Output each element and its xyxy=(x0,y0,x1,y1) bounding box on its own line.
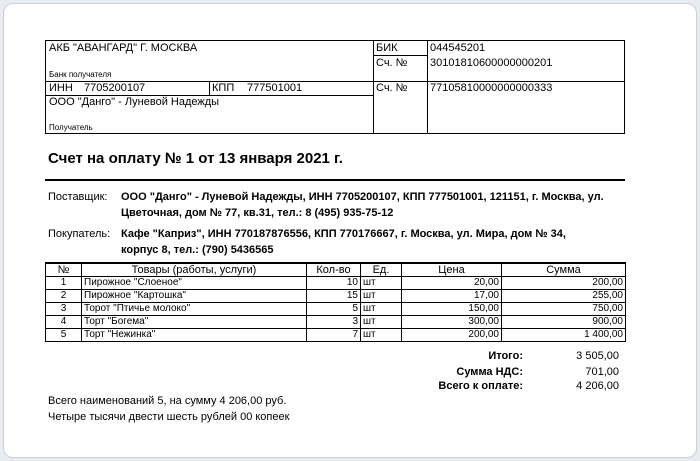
items-table xyxy=(45,262,626,342)
due-label: Всего к оплате: xyxy=(438,380,523,392)
buyer-line-1: Кафе "Каприз", ИНН 770187876556, КПП 770176667, г. Москва, ул. Мира, дом № 34, xyxy=(121,228,566,240)
row-quantity: 15 xyxy=(307,290,361,303)
row-price: 200,00 xyxy=(402,329,502,342)
row-price: 20,00 xyxy=(402,277,502,290)
bik-label: БИК xyxy=(376,42,398,54)
column-header-quantity: Кол-во xyxy=(307,263,361,277)
inn-kpp-divider xyxy=(209,81,210,95)
bank-details-table xyxy=(45,40,625,134)
row-number: 3 xyxy=(46,303,82,316)
invoice-title: Счет на оплату № 1 от 13 января 2021 г. xyxy=(48,150,343,167)
row-goods: Торот "Птичье молоко" xyxy=(82,303,307,316)
recipient-bank-name: АКБ "АВАНГАРД" Г. МОСКВА xyxy=(49,42,198,54)
amount-in-words: Четыре тысячи двести шесть рублей 00 копеек xyxy=(48,411,290,423)
row-sum: 255,00 xyxy=(502,290,626,303)
row-number: 2 xyxy=(46,290,82,303)
column-header-goods: Товары (работы, услуги) xyxy=(82,263,307,277)
row-price: 300,00 xyxy=(402,316,502,329)
row-sum: 900,00 xyxy=(502,316,626,329)
row-number: 4 xyxy=(46,316,82,329)
due-value: 4 206,00 xyxy=(576,380,619,392)
buyer-line-2: корпус 8, тел.: (790) 5436565 xyxy=(121,244,274,256)
supplier-details xyxy=(121,189,621,221)
buyer-details xyxy=(121,226,621,258)
row-unit: шт xyxy=(361,290,402,303)
kpp-value: 777501001 xyxy=(247,82,303,94)
row-goods: Пирожное "Картошка" xyxy=(82,290,307,303)
table-row xyxy=(46,316,626,329)
row-quantity: 7 xyxy=(307,329,361,342)
row-number: 5 xyxy=(46,329,82,342)
row-number: 1 xyxy=(46,277,82,290)
row-sum: 750,00 xyxy=(502,303,626,316)
total-label: Итого: xyxy=(488,350,523,362)
due-row xyxy=(300,380,619,396)
table-row xyxy=(46,303,626,316)
inn-value: 7705200107 xyxy=(84,82,146,94)
supplier-line-2: Цветочная, дом № 77, кв.31, тел.: 8 (495) 935-75-12 xyxy=(121,207,394,219)
title-underline xyxy=(45,179,625,181)
row-goods: Торт "Богема" xyxy=(82,316,307,329)
row-price: 150,00 xyxy=(402,303,502,316)
vat-value: 701,00 xyxy=(585,366,619,378)
corr-account-value: 30101810600000000201 xyxy=(430,57,553,69)
column-header-number: № xyxy=(46,263,82,277)
account-value: 77105810000000000333 xyxy=(430,82,553,94)
row-unit: шт xyxy=(361,277,402,290)
vat-label: Сумма НДС: xyxy=(456,366,523,378)
buyer-label: Покупатель: xyxy=(48,228,111,240)
corr-account-label: Сч. № xyxy=(376,57,408,69)
column-header-price: Цена xyxy=(402,263,502,277)
row-unit: шт xyxy=(361,329,402,342)
column-header-sum: Сумма xyxy=(502,263,626,277)
row-goods: Пирожное "Слоеное" xyxy=(82,277,307,290)
row-sum: 200,00 xyxy=(502,277,626,290)
table-row xyxy=(46,329,626,342)
row-quantity: 5 xyxy=(307,303,361,316)
row-quantity: 10 xyxy=(307,277,361,290)
table-row xyxy=(46,277,626,290)
bank-divider-vertical xyxy=(427,41,428,133)
total-value: 3 505,00 xyxy=(576,350,619,362)
kpp-label: КПП xyxy=(212,82,235,94)
row-quantity: 3 xyxy=(307,316,361,329)
row-unit: шт xyxy=(361,316,402,329)
bik-value: 044545201 xyxy=(430,42,486,54)
recipient-bank-caption: Банк получателя xyxy=(49,70,112,79)
recipient-caption: Получатель xyxy=(49,123,93,132)
account-label: Сч. № xyxy=(376,82,408,94)
row-goods: Торт "Нежинка" xyxy=(82,329,307,342)
row-sum: 1 400,00 xyxy=(502,329,626,342)
supplier-label: Поставщик: xyxy=(48,191,108,203)
supplier-line-1: ООО "Данго" - Луневой Надежды, ИНН 7705200107, КПП 777501001, 121151, г. Москва, ул. xyxy=(121,191,604,203)
bank-divider-horizontal xyxy=(373,55,427,56)
row-unit: шт xyxy=(361,303,402,316)
total-row xyxy=(300,350,619,366)
column-header-unit: Ед. xyxy=(361,263,402,277)
recipient-name: ООО "Данго" - Луневой Надежды xyxy=(49,96,220,108)
table-row xyxy=(46,290,626,303)
inn-label: ИНН xyxy=(49,82,73,94)
table-header-row xyxy=(46,263,626,277)
row-price: 17,00 xyxy=(402,290,502,303)
items-summary: Всего наименований 5, на сумму 4 206,00 руб. xyxy=(48,395,287,407)
